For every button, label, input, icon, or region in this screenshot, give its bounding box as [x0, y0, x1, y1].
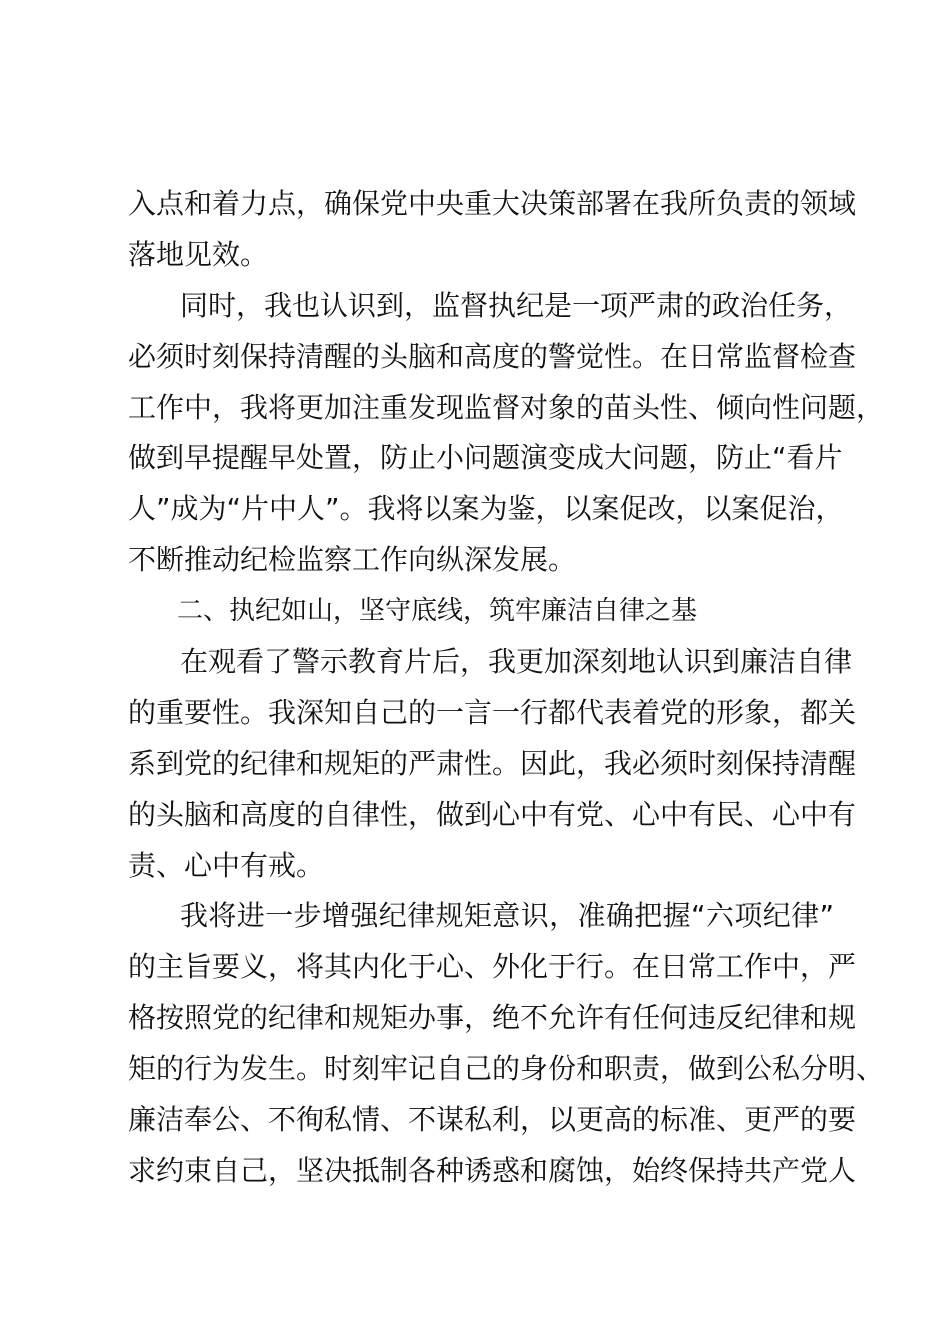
paragraph-line: 的头脑和高度的自律性，做到心中有党、心中有民、心中有: [128, 797, 857, 831]
paragraph-line: 同时，我也认识到，监督执纪是一项严肃的政治任务，: [180, 288, 853, 322]
section-heading: 二、执纪如山，坚守底线，筑牢廉洁自律之基: [177, 596, 698, 627]
paragraph: [128, 637, 857, 891]
paragraph-line: 的主旨要义，将其内化于心、外化于行。在日常工作中，严: [128, 950, 857, 984]
document-body: [128, 179, 885, 1197]
paragraph-line: 系到党的纪律和规矩的严肃性。因此，我必须时刻保持清醒: [128, 746, 857, 780]
paragraph-line: 责、心中有戒。: [128, 848, 325, 882]
paragraph-line: 矩的行为发生。时刻牢记自己的身份和职责，做到公私分明、: [128, 1052, 885, 1086]
paragraph-line: 格按照党的纪律和规矩办事，绝不允许有任何违反纪律和规: [128, 1001, 857, 1035]
paragraph-line: 廉洁奉公、不徇私情、不谋私利，以更高的标准、更严的要: [128, 1103, 857, 1137]
paragraph-line: 人”成为“片中人”。我将以案为鉴，以案促改，以案促治，: [128, 492, 844, 526]
paragraph-line: 落地见效。: [128, 237, 269, 271]
paragraph-line: 入点和着力点，确保党中央重大决策部署在我所负责的领域: [128, 187, 857, 220]
paragraph: [128, 179, 857, 281]
paragraph-line: 求约束自己，坚决抵制各种诱惑和腐蚀，始终保持共产党人: [128, 1153, 857, 1187]
paragraph: [128, 281, 885, 586]
paragraph-line: 在观看了警示教育片后，我更加深刻地认识到廉洁自律: [180, 645, 853, 679]
paragraph-line: 必须时刻保持清醒的头脑和高度的警觉性。在日常监督检查: [128, 339, 857, 373]
paragraph: [128, 891, 885, 1196]
paragraph-line: 不断推动纪检监察工作向纵深发展。: [128, 543, 577, 577]
paragraph-line: 我将进一步增强纪律规矩意识，准确把握“六项纪律”: [180, 899, 834, 933]
paragraph-line: 工作中，我将更加注重发现监督对象的苗头性、倾向性问题，: [128, 390, 885, 424]
paragraph-line: 做到早提醒早处置，防止小问题演变成大问题，防止“看片: [128, 441, 843, 475]
paragraph-line: 的重要性。我深知自己的一言一行都代表着党的形象，都关: [128, 695, 857, 729]
